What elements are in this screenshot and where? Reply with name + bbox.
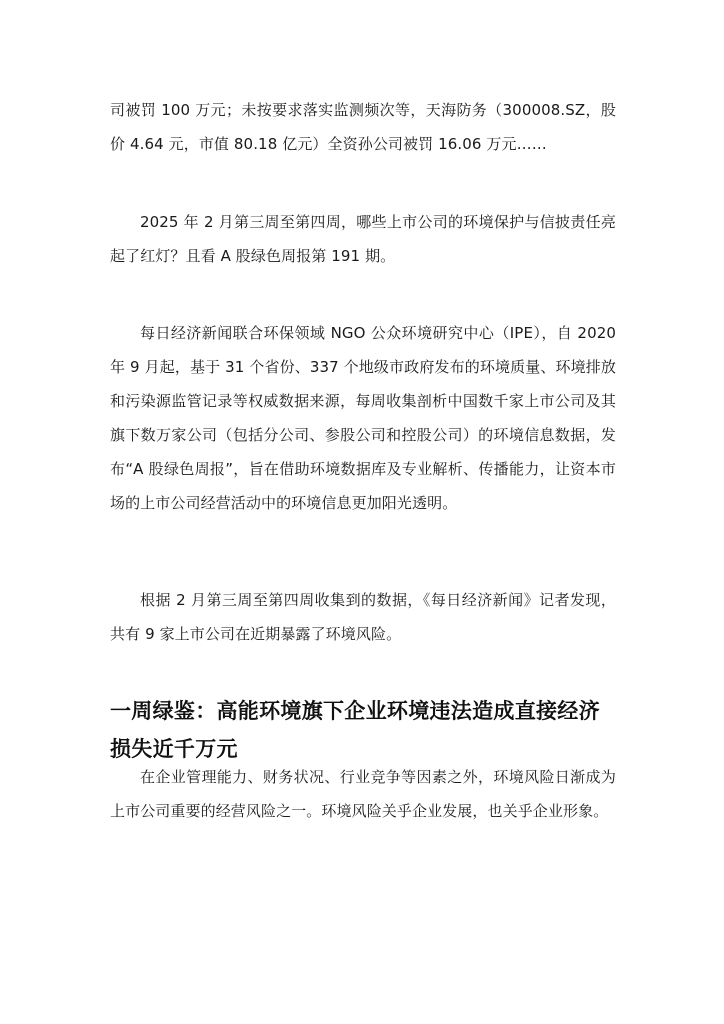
section-heading: 一周绿鉴：高能环境旗下企业环境违法造成直接经济损失近千万元 [110, 699, 600, 761]
paragraph-weekly-intro: 2025 年 2 月第三周至第四周，哪些上市公司的环境保护与信披责任亮起了红灯？且看 A 股绿色周报第 191 期。 [110, 213, 616, 265]
paragraph-penalty-continuation: 司被罚 100 万元；未按要求落实监测频次等，天海防务（300008.SZ，股价 4.64 元，市值 80.18 亿元）全资孙公司被罚 16.06 万元…… [110, 101, 616, 153]
paragraph-findings: 根据 2 月第三周至第四周收集到的数据，《每日经济新闻》记者发现，共有 9 家上市公司在近期暴露了环境风险。 [110, 591, 616, 643]
paragraph-ipe-background: 每日经济新闻联合环保领域 NGO 公众环境研究中心（IPE），自 2020 年 9 月起，基于 31 个省份、337 个地级市政府发布的环境质量、环境排放和污染源监管记录等权威数据来源，每周收集剖析中国数千家上市公司及其旗下数万家公司（包括分公司、参股公司和控股公司）的环境信息数据，发布“A 股绿色周报”，旨在借助环境数据库及专业解析、传播能力，让资本市场的上市公司经营活动中的环境信息更加阳光透明。 [110, 324, 616, 512]
paragraph-environmental-risk: 在企业管理能力、财务状况、行业竞争等因素之外，环境风险日渐成为上市公司重要的经营风险之一。环境风险关乎企业发展，也关乎企业形象。 [110, 768, 616, 820]
